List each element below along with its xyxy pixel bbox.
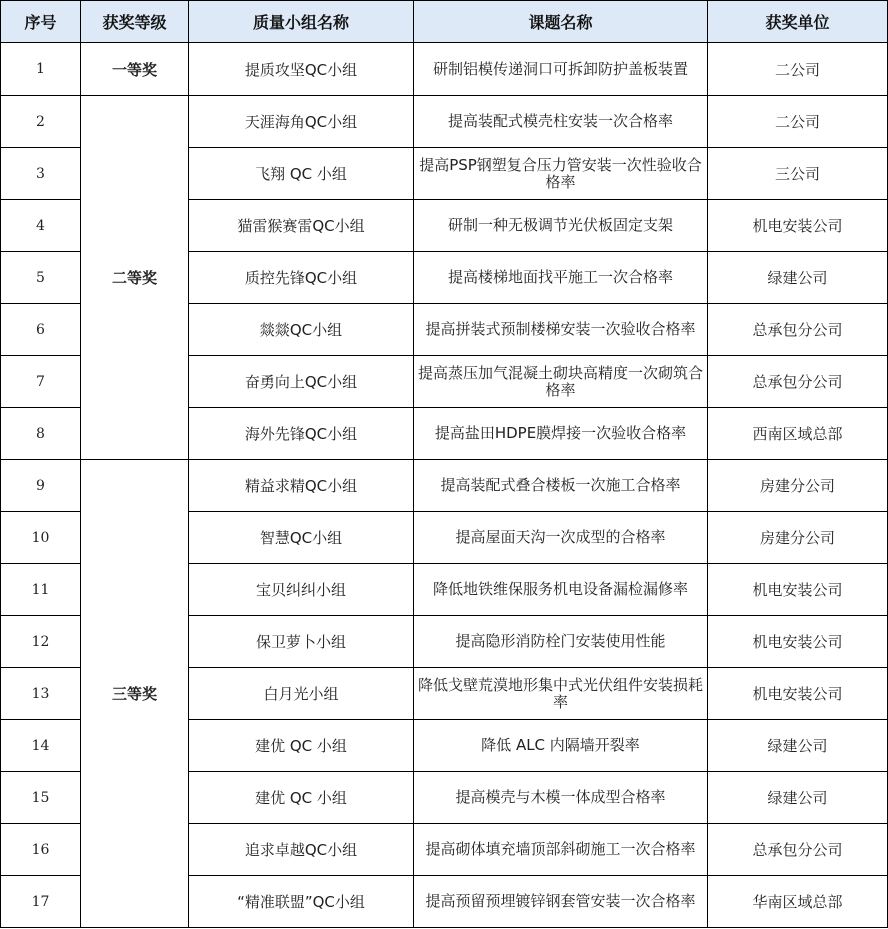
topic-name: 研制铝模传递洞口可拆卸防护盖板装置 <box>414 43 708 96</box>
row-index: 15 <box>1 772 81 824</box>
award-unit: 三公司 <box>708 148 888 200</box>
header-award-level: 获奖等级 <box>81 1 189 43</box>
team-name: 建优 QC 小组 <box>189 720 414 772</box>
topic-name: 提高模壳与木模一体成型合格率 <box>414 772 708 824</box>
award-unit: 西南区域总部 <box>708 408 888 460</box>
team-name: 飞翔 QC 小组 <box>189 148 414 200</box>
topic-name: 降低地铁维保服务机电设备漏检漏修率 <box>414 564 708 616</box>
header-index: 序号 <box>1 1 81 43</box>
team-name: “精准联盟”QC小组 <box>189 876 414 928</box>
team-name: 天涯海角QC小组 <box>189 96 414 148</box>
team-name: 白月光小组 <box>189 668 414 720</box>
team-name: 追求卓越QC小组 <box>189 824 414 876</box>
topic-name: 提高PSP钢塑复合压力管安装一次性验收合格率 <box>414 148 708 200</box>
award-level: 二等奖 <box>81 96 189 460</box>
team-name: 智慧QC小组 <box>189 512 414 564</box>
award-unit: 二公司 <box>708 43 888 96</box>
row-index: 4 <box>1 200 81 252</box>
award-unit: 绿建公司 <box>708 772 888 824</box>
row-index: 13 <box>1 668 81 720</box>
row-index: 7 <box>1 356 81 408</box>
award-level: 三等奖 <box>81 460 189 928</box>
team-name: 提质攻坚QC小组 <box>189 43 414 96</box>
award-unit: 二公司 <box>708 96 888 148</box>
topic-name: 提高楼梯地面找平施工一次合格率 <box>414 252 708 304</box>
topic-name: 提高蒸压加气混凝土砌块高精度一次砌筑合格率 <box>414 356 708 408</box>
header-row <box>1 1 888 43</box>
row-index: 1 <box>1 43 81 96</box>
topic-name: 研制一种无极调节光伏板固定支架 <box>414 200 708 252</box>
header-topic-name: 课题名称 <box>414 1 708 43</box>
award-unit: 机电安装公司 <box>708 668 888 720</box>
topic-name: 提高隐形消防栓门安装使用性能 <box>414 616 708 668</box>
award-unit: 机电安装公司 <box>708 200 888 252</box>
topic-name: 提高拼装式预制楼梯安装一次验收合格率 <box>414 304 708 356</box>
row-index: 5 <box>1 252 81 304</box>
topic-name: 提高预留预埋镀锌钢套管安装一次合格率 <box>414 876 708 928</box>
table-row <box>1 96 888 148</box>
team-name: 质控先锋QC小组 <box>189 252 414 304</box>
topic-name: 提高屋面天沟一次成型的合格率 <box>414 512 708 564</box>
table-row <box>1 43 888 96</box>
row-index: 14 <box>1 720 81 772</box>
header-award-unit: 获奖单位 <box>708 1 888 43</box>
award-unit: 总承包分公司 <box>708 824 888 876</box>
award-unit: 机电安装公司 <box>708 564 888 616</box>
team-name: 奋勇向上QC小组 <box>189 356 414 408</box>
award-unit: 绿建公司 <box>708 252 888 304</box>
award-unit: 华南区域总部 <box>708 876 888 928</box>
topic-name: 提高盐田HDPE膜焊接一次验收合格率 <box>414 408 708 460</box>
row-index: 8 <box>1 408 81 460</box>
team-name: 建优 QC 小组 <box>189 772 414 824</box>
topic-name: 提高装配式模壳柱安装一次合格率 <box>414 96 708 148</box>
team-name: 燚燚QC小组 <box>189 304 414 356</box>
row-index: 11 <box>1 564 81 616</box>
award-level: 一等奖 <box>81 43 189 96</box>
award-unit: 总承包分公司 <box>708 304 888 356</box>
award-unit: 绿建公司 <box>708 720 888 772</box>
topic-name: 提高砌体填充墙顶部斜砌施工一次合格率 <box>414 824 708 876</box>
row-index: 17 <box>1 876 81 928</box>
header-team-name: 质量小组名称 <box>189 1 414 43</box>
topic-name: 降低戈壁荒漠地形集中式光伏组件安装损耗率 <box>414 668 708 720</box>
award-unit: 房建分公司 <box>708 460 888 512</box>
table-header <box>1 1 888 43</box>
row-index: 16 <box>1 824 81 876</box>
team-name: 海外先锋QC小组 <box>189 408 414 460</box>
row-index: 12 <box>1 616 81 668</box>
team-name: 精益求精QC小组 <box>189 460 414 512</box>
row-index: 10 <box>1 512 81 564</box>
table-row <box>1 460 888 512</box>
team-name: 宝贝纠纠小组 <box>189 564 414 616</box>
row-index: 3 <box>1 148 81 200</box>
award-unit: 总承包分公司 <box>708 356 888 408</box>
topic-name: 提高装配式叠合楼板一次施工合格率 <box>414 460 708 512</box>
team-name: 猫雷猴赛雷QC小组 <box>189 200 414 252</box>
award-unit: 机电安装公司 <box>708 616 888 668</box>
row-index: 6 <box>1 304 81 356</box>
team-name: 保卫萝卜小组 <box>189 616 414 668</box>
table-body <box>1 43 888 928</box>
row-index: 9 <box>1 460 81 512</box>
row-index: 2 <box>1 96 81 148</box>
topic-name: 降低 ALC 内隔墙开裂率 <box>414 720 708 772</box>
award-unit: 房建分公司 <box>708 512 888 564</box>
